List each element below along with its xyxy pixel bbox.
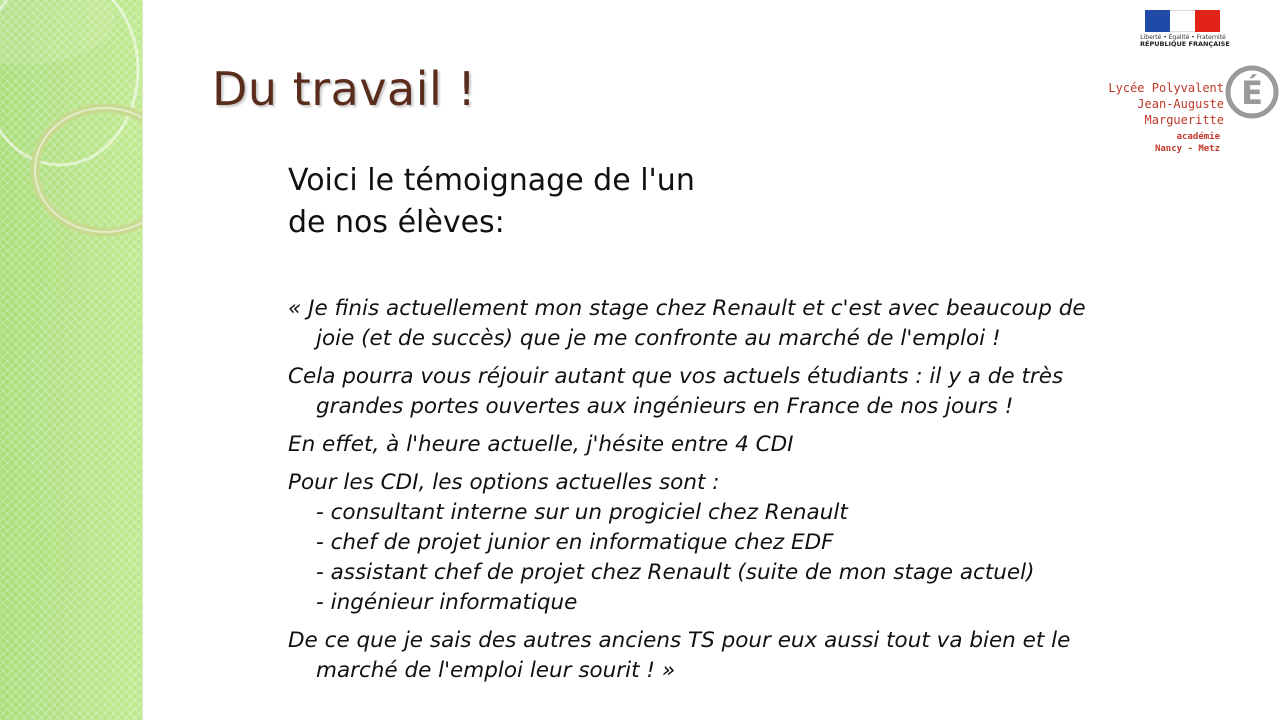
option-item: - chef de projet junior en informatique chez EDF xyxy=(316,530,834,555)
lycee-line-1: Lycée Polyvalent xyxy=(1108,81,1224,95)
option-item: - ingénieur informatique xyxy=(316,590,578,615)
republique-francaise-flag-logo xyxy=(1145,10,1220,32)
intro-line-1: Voici le témoignage de l'un xyxy=(288,163,695,198)
lycee-name-logo xyxy=(1088,80,1224,128)
emblem-letter: É xyxy=(1241,74,1263,112)
option-item: - consultant interne sur un progiciel chez Renault xyxy=(316,500,848,525)
slide-title: Du travail ! xyxy=(212,62,477,116)
testimonial-quote xyxy=(288,294,1088,694)
academie-line-1: académie xyxy=(1176,132,1220,142)
quote-paragraph-1: « Je finis actuellement mon stage chez Renault et c'est avec beaucoup de joie (et de succès) que je me confronte au marché de l'emploi ! xyxy=(288,296,1086,351)
academie-line-2: Nancy - Metz xyxy=(1154,144,1220,154)
options-intro: Pour les CDI, les options actuelles sont : xyxy=(288,470,720,495)
decorative-sidebar xyxy=(0,0,143,720)
lycee-emblem-logo xyxy=(1222,58,1280,120)
intro-line-2: de nos élèves: xyxy=(288,205,505,240)
republique-name: RÉPUBLIQUE FRANÇAISE xyxy=(1140,40,1230,48)
decorative-rings xyxy=(0,0,142,720)
quote-paragraph-3: En effet, à l'heure actuelle, j'hésite entre 4 CDI xyxy=(288,432,794,457)
quote-options-block xyxy=(288,468,1088,618)
republique-motto: Liberté • Égalité • Fraternité xyxy=(1140,34,1226,41)
option-item: - assistant chef de projet chez Renault (suite de mon stage actuel) xyxy=(316,560,1035,585)
intro-text xyxy=(288,160,695,244)
lycee-line-2: Jean-Auguste Margueritte xyxy=(1137,97,1224,127)
quote-paragraph-2: Cela pourra vous réjouir autant que vos actuels étudiants : il y a de très grandes portes ouvertes aux ingénieurs en France de nos jours ! xyxy=(288,364,1064,419)
academie-label xyxy=(1128,131,1220,155)
quote-paragraph-5: De ce que je sais des autres anciens TS pour eux aussi tout va bien et le marché de l'emploi leur sourit ! » xyxy=(288,628,1071,683)
